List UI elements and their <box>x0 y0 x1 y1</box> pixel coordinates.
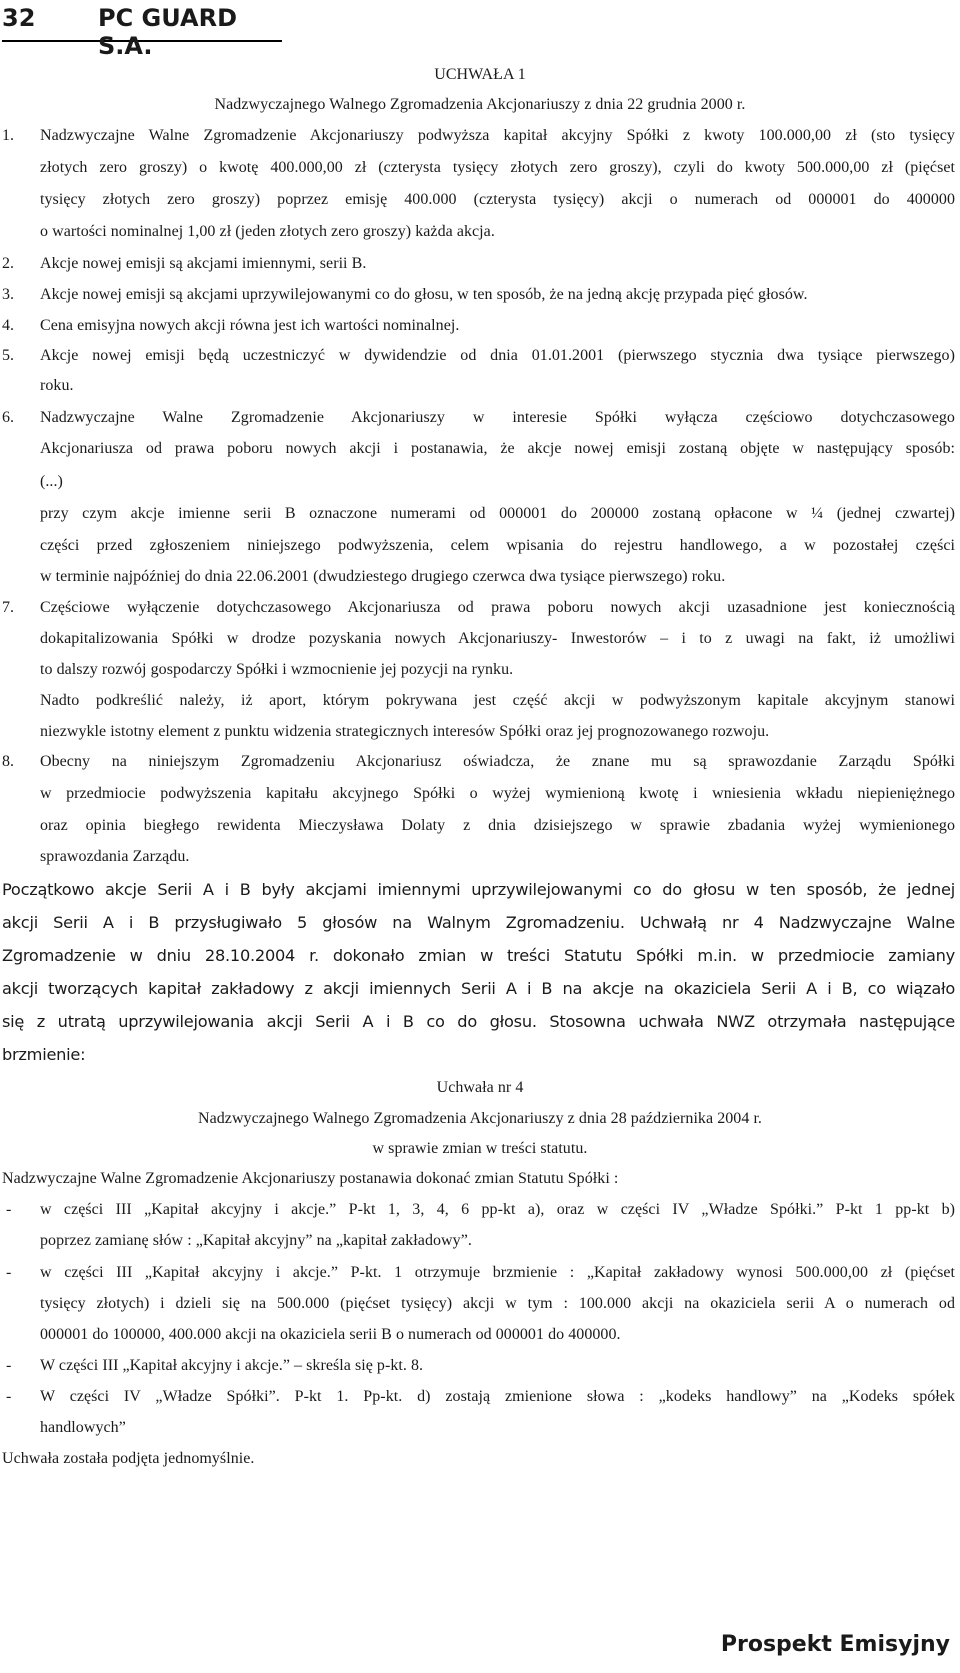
item-line: Nadzwyczajne Walne Zgromadzenie Akcjonariuszy w interesie Spółki wyłącza częściowo dotychczasowego <box>40 409 955 426</box>
resolution-subject: w sprawie zmian w treści statutu. <box>372 1140 588 1157</box>
intro-line: akcji Serii A i B przysługiwało 5 głosów na Walnym Zgromadzeniu. Uchwałą nr 4 Nadzwyczajne Walne <box>2 913 955 932</box>
item-line: części przed zgłoszeniem niniejszego podwyższenia, celem wpisania do rejestru handlowego, a w pozostałej części <box>40 537 955 554</box>
item-line: oraz opinia biegłego rewidenta Mieczysława Dolaty z dnia dzisiejszego w sprawie zbadania wyżej wymienionego <box>40 817 955 834</box>
item-line: Częściowe wyłączenie dotychczasowego Akcjonariusza od prawa poboru nowych akcji uzasadnione jest koniecznością <box>40 599 955 616</box>
intro-line: brzmienie: <box>2 1045 86 1064</box>
item-line: Akcje nowej emisji będą uczestniczyć w dywidendzie od dnia 01.01.2001 (pierwszego stycznia dwa tysiące pierwszego) <box>40 347 955 364</box>
item-line: dokapitalizowania Spółki w drodze pozyskania nowych Akcjonariuszy- Inwestorów – i to z uwagi na fakt, iż umożliwi <box>40 630 955 647</box>
bullet-dash: - <box>6 1264 12 1281</box>
resolution-title: UCHWAŁA 1 <box>434 66 526 83</box>
item-number: 5. <box>2 347 15 364</box>
intro-line: się z utratą uprzywilejowania akcji Serii A i B co do głosu. Stosowna uchwała NWZ otrzymała następujące <box>2 1012 955 1031</box>
item-number: 1. <box>2 127 15 144</box>
resolution-closing: Uchwała została podjęta jednomyślnie. <box>2 1450 255 1467</box>
item-line: niezwykle istotny element z punktu widzenia strategicznych interesów Spółki oraz jej prognozowanego rozwoju. <box>40 723 770 740</box>
item-line: (...) <box>40 473 63 490</box>
bullet-dash: - <box>6 1388 12 1405</box>
item-number: 8. <box>2 753 15 770</box>
bullet-dash: - <box>6 1357 12 1374</box>
resolution-subtitle: Nadzwyczajnego Walnego Zgromadzenia Akcjonariuszy z dnia 28 października 2004 r. <box>198 1110 762 1127</box>
item-line: Cena emisyjna nowych akcji równa jest ich wartości nominalnej. <box>40 317 460 334</box>
intro-line: Zgromadzenie w dniu 28.10.2004 r. dokonało zmian w treści Statutu Spółki m.in. w przedmiocie zamiany <box>2 946 955 965</box>
item-line: Akcje nowej emisji są akcjami imiennymi, serii B. <box>40 255 367 272</box>
item-line: Akcjonariusza od prawa poboru nowych akcji i postanawia, że akcje nowej emisji zostaną objęte w następujący sposób: <box>40 440 955 457</box>
intro-line: Początkowo akcje Serii A i B były akcjami imiennymi uprzywilejowanymi co do głosu w ten sposób, że jednej <box>2 880 955 899</box>
bullet-line: W części IV „Władze Spółki”. P-kt 1. Pp-kt. d) zostają zmienione słowa : „kodeks handlowy” na „Kodeks spółek <box>40 1388 955 1405</box>
item-line: tysięcy złotych zero groszy) poprzez emisję 400.000 (czterysta tysięcy) akcji o numerach od 000001 do 400000 <box>40 191 955 208</box>
item-number: 3. <box>2 286 15 303</box>
item-number: 2. <box>2 255 15 272</box>
item-line: Nadto podkreślić należy, iż aport, którym pokrywana jest część akcji w podwyższonym kapitale akcyjnym stanowi <box>40 692 955 709</box>
bullet-line: 000001 do 100000, 400.000 akcji na okaziciela serii B o numerach od 000001 do 400000. <box>40 1326 621 1343</box>
bullet-line: poprzez zamianę słów : „Kapitał akcyjny” na „kapitał zakładowy”. <box>40 1232 472 1249</box>
item-line: w przedmiocie podwyższenia kapitału akcyjnego Spółki o wyżej wymienioną kwotę i wniesienia wkładu niepieniężnego <box>40 785 955 802</box>
resolution-lead: Nadzwyczajne Walne Zgromadzenie Akcjonariuszy postanawia dokonać zmian Statutu Spółki : <box>2 1170 619 1187</box>
bullet-dash: - <box>6 1201 12 1218</box>
item-line: to dalszy rozwój gospodarczy Spółki i wzmocnienie jej pozycji na rynku. <box>40 661 514 678</box>
footer-label: Prospekt Emisyjny <box>720 1632 950 1657</box>
company-name: PC GUARD S.A. <box>98 4 237 60</box>
bullet-line: W części III „Kapitał akcyjny i akcje.” – skreśla się p-kt. 8. <box>40 1357 424 1374</box>
item-number: 4. <box>2 317 15 334</box>
item-line: złotych zero groszy) o kwotę 400.000,00 zł (czterysta tysięcy złotych zero groszy), czyli do kwoty 500.000,00 zł (pięćset <box>40 159 955 176</box>
bullet-line: tysięcy złotych) i dzieli się na 500.000 (pięćset tysięcy) akcji w tym : 100.000 akcji na okaziciela serii A o numerach od <box>40 1295 955 1312</box>
bullet-line: w części III „Kapitał akcyjny i akcje.” P-kt 1, 3, 4, 6 pp-kt a), oraz w części IV „Władze Spółki.” P-kt 1 pp-kt b) <box>40 1201 955 1218</box>
bullet-line: w części III „Kapitał akcyjny i akcje.” P-kt. 1 otrzymuje brzmienie : „Kapitał zakładowy wynosi 500.000,00 zł (pięćset <box>40 1264 955 1281</box>
resolution-title: Uchwała nr 4 <box>436 1079 524 1096</box>
item-line: przy czym akcje imienne serii B oznaczone numerami od 000001 do 200000 zostaną opłacone w ¼ (jednej czwartej) <box>40 505 955 522</box>
item-number: 7. <box>2 599 15 616</box>
item-line: Nadzwyczajne Walne Zgromadzenie Akcjonariuszy podwyższa kapitał akcyjny Spółki z kwoty 100.000,00 zł (sto tysięcy <box>40 127 955 144</box>
intro-line: akcji tworzących kapitał zakładowy z akcji imiennych Serii A i B na akcje na okaziciela Serii A i B, co wiązało <box>2 979 955 998</box>
bullet-line: handlowych” <box>40 1419 126 1436</box>
item-line: sprawozdania Zarządu. <box>40 848 190 865</box>
item-line: Obecny na niniejszym Zgromadzeniu Akcjonariusz oświadcza, że znane mu są sprawozdanie Zarządu Spółki <box>40 753 955 770</box>
item-line: Akcje nowej emisji są akcjami uprzywilejowanymi co do głosu, w ten sposób, że na jedną akcję przypada pięć głosów. <box>40 286 808 303</box>
resolution-subtitle: Nadzwyczajnego Walnego Zgromadzenia Akcjonariuszy z dnia 22 grudnia 2000 r. <box>214 96 746 113</box>
item-number: 6. <box>2 409 15 426</box>
page-number: 32 <box>2 4 36 32</box>
item-line: o wartości nominalnej 1,00 zł (jeden złotych zero groszy) każda akcja. <box>40 223 495 240</box>
item-line: roku. <box>40 377 74 394</box>
item-line: w terminie najpóźniej do dnia 22.06.2001 (dwudziestego drugiego czerwca dwa tysiące pierwszego) roku. <box>40 568 726 585</box>
page-header <box>2 0 282 60</box>
